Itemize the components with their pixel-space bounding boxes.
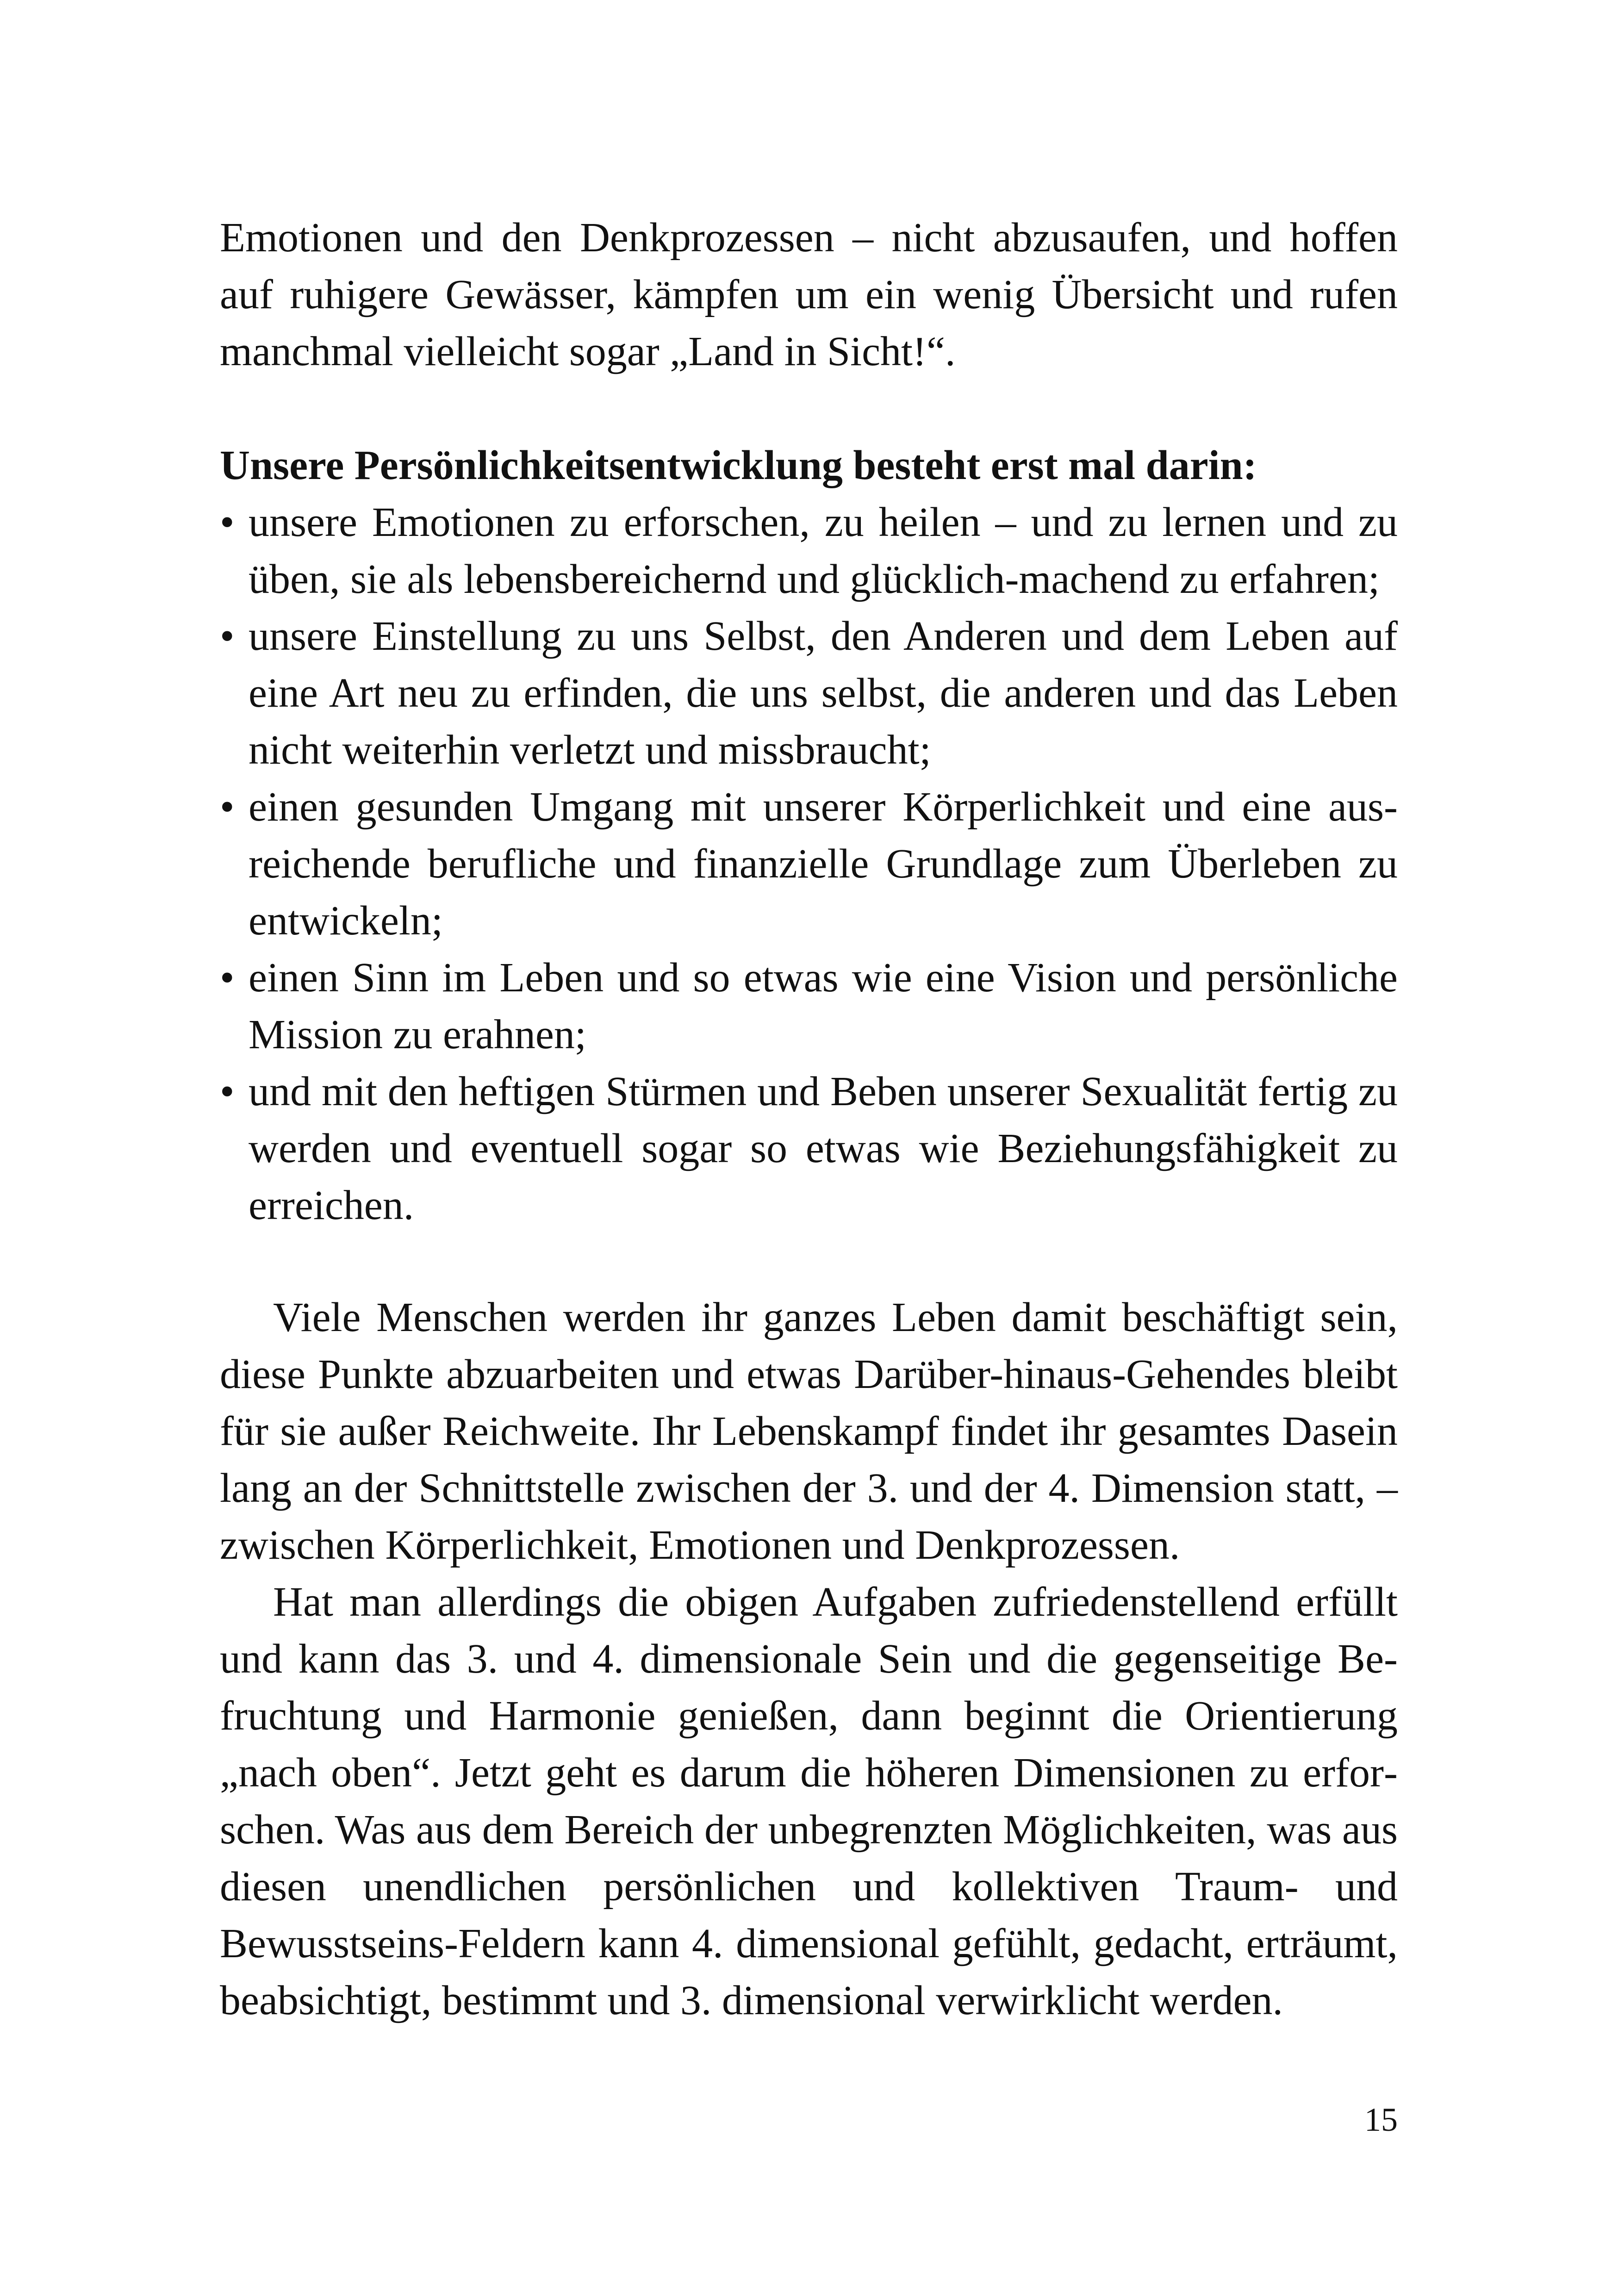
bullet-icon: • [220,784,235,830]
bullet-list [220,494,1398,1234]
development-list-section [220,437,1398,1234]
list-item-text: und mit den heftigen Stürmen und Beben unserer Sexualität fertig zu werden und eventuell sogar so etwas wie Beziehungsfähigkeit zu erreichen. [249,1069,1398,1228]
list-item-text: unsere Einstellung zu uns Selbst, den Anderen und dem Leben auf eine Art neu zu erfinden, die uns selbst, die anderen und das Leben nicht weiterhin verletzt und missbraucht; [249,613,1398,773]
bullet-icon: • [220,613,235,659]
paragraph-continuation: Emotionen und den Denkprozessen – nicht abzusaufen, und hoffen auf ruhigere Gewässer, kämpfen um ein wenig Übersicht und rufen manchmal vielleicht sogar „Land in Sicht!“. [220,215,1398,374]
body-paragraph: Hat man allerdings die obigen Aufgaben zufriedenstellend erfüllt und kann das 3. und 4. dimensionale Sein und die gegenseitige Befruchtung und Harmonie genießen, dann beginnt die Orientierung „nach oben“. Jetzt geht es darum die höheren Dimensionen zu erforschen. Was aus dem Bereich der unbegrenzten Möglichkeiten, was aus diesen unendlichen persönlichen und kollektiven Traum- und Bewusstseins-Feldern kann 4. dimensional gefühlt, gedacht, erträumt, beabsichtigt, bestimmt und 3. dimensional verwirklicht werden. [220,1579,1398,2023]
bullet-icon: • [220,955,235,1001]
list-item [220,608,1398,778]
bullet-icon: • [220,1069,235,1114]
list-item [220,949,1398,1063]
list-item-text: einen gesunden Umgang mit unserer Körperlichkeit und eine ausreichende berufliche und finanzielle Grundlage zum Überleben zu entwickeln; [249,784,1398,944]
opening-text [220,209,1398,380]
page-number: 15 [1364,2101,1398,2138]
list-heading: Unsere Persönlichkeitsentwicklung besteht erst mal darin: [220,442,1257,488]
list-item-text: unsere Emotionen zu erforschen, zu heilen – und zu lernen und zu üben, sie als lebensbereichernd und glücklich-machend zu erfahren; [249,499,1398,602]
body-paragraph: Viele Menschen werden ihr ganzes Leben damit beschäftigt sein, diese Punkte abzuarbeiten und etwas Darüber-hinaus-Gehendes bleibt für sie außer Reichweite. Ihr Lebenskampf findet ihr gesamtes Dasein lang an der Schnittstelle zwischen der 3. und der 4. Dimension statt, – zwischen Körperlichkeit, Emotionen und Denkprozessen. [220,1294,1398,1568]
body-text [220,1289,1398,2029]
list-item [220,1063,1398,1234]
list-item [220,494,1398,608]
bullet-icon: • [220,499,235,545]
list-item [220,778,1398,949]
list-item-text: einen Sinn im Leben und so etwas wie eine Vision und persönliche Mission zu erahnen; [249,955,1398,1058]
